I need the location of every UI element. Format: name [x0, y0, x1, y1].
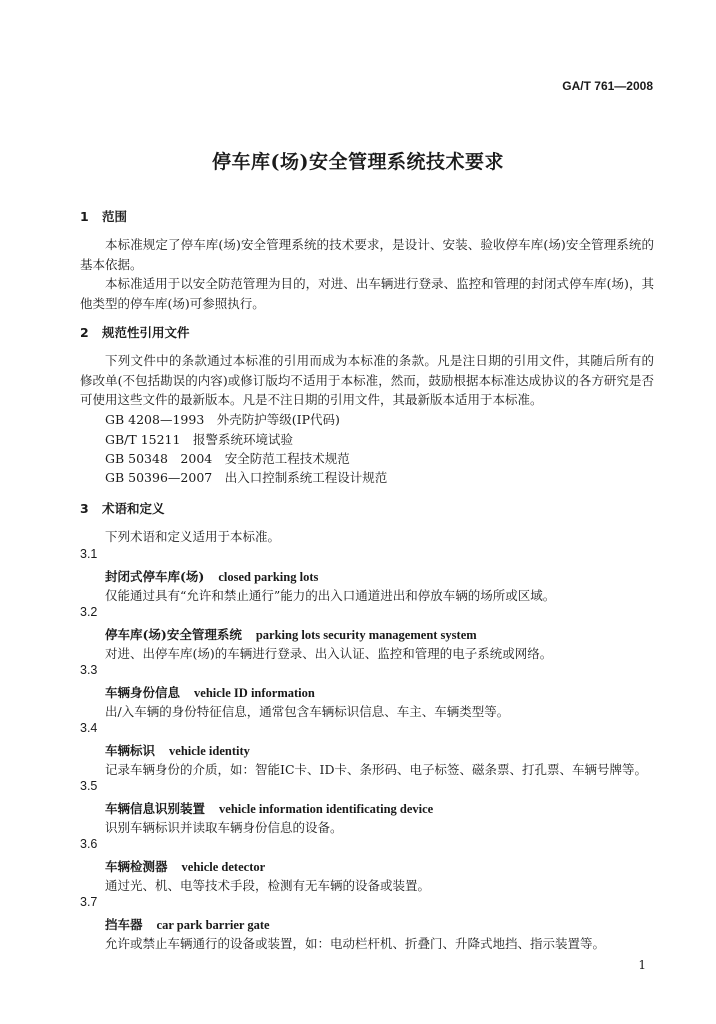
- standard-code: GA/T 761—2008: [562, 79, 653, 93]
- references-paragraph: 下列文件中的条款通过本标准的引用而成为本标准的条款。凡是注日期的引用文件，其随后所有的修改单(不包括勘误的内容)或修订版均不适用于本标准，然而，鼓励根据本标准达成协议的各方研究是否可使用这些文件的最新版本。凡是不注日期的引用文件，其最新版本适用于本标准。: [80, 353, 654, 407]
- term-definition: 记录车辆身份的介质，如：智能IC卡、ID卡、条形码、电子标签、磁条票、打孔票、车辆号牌等。: [105, 762, 647, 777]
- term-heading: [105, 567, 318, 585]
- term-definition: 识别车辆标识并读取车辆身份信息的设备。: [105, 820, 343, 835]
- term-en: vehicle identity: [169, 744, 250, 758]
- term-definition: 仅能通过具有“允许和禁止通行”能力的出入口通道进出和停放车辆的场所或区域。: [105, 588, 556, 603]
- term-zh: 车辆信息识别装置: [105, 801, 206, 816]
- term-heading: [105, 915, 270, 933]
- term-heading: [105, 857, 265, 875]
- term-zh: 车辆检测器: [105, 859, 168, 874]
- term-en: vehicle ID information: [194, 686, 315, 700]
- term-number: 3.4: [80, 721, 98, 735]
- term-number: 3.6: [80, 837, 98, 851]
- section-title: 术语和定义: [102, 501, 165, 516]
- term-definition: 对进、出停车库(场)的车辆进行登录、出入认证、监控和管理的电子系统或网络。: [105, 646, 553, 661]
- term-number: 3.3: [80, 663, 98, 677]
- term-definition: 通过光、机、电等技术手段，检测有无车辆的设备或装置。: [105, 878, 431, 893]
- section-title: 范围: [102, 209, 128, 224]
- section-number: 2: [80, 325, 89, 340]
- term-zh: 挡车器: [105, 917, 143, 932]
- section-number: 3: [80, 501, 89, 516]
- page-number: 1: [638, 958, 646, 972]
- term-en: car park barrier gate: [156, 918, 270, 932]
- term-definition: 出/入车辆的身份特征信息，通常包含车辆标识信息、车主、车辆类型等。: [105, 704, 510, 719]
- document-title: 停车库(场)安全管理系统技术要求: [212, 151, 504, 173]
- term-definition: 允许或禁止车辆通行的设备或装置，如：电动栏杆机、折叠门、升降式地挡、指示装置等。: [105, 936, 606, 951]
- scope-paragraph-2: 本标准适用于以安全防范管理为目的，对进、出车辆进行登录、监控和管理的封闭式停车库(场)，其他类型的停车库(场)可参照执行。: [80, 276, 654, 311]
- term-heading: [105, 741, 250, 759]
- reference-item: GB 4208—1993 外壳防护等级(IP代码): [105, 412, 340, 427]
- term-heading: [105, 799, 433, 817]
- term-en: vehicle information identificating device: [219, 802, 434, 816]
- term-number: 3.5: [80, 779, 98, 793]
- term-zh: 车辆身份信息: [105, 685, 181, 700]
- section-heading-terms: [80, 499, 165, 517]
- term-en: vehicle detector: [181, 860, 266, 874]
- term-number: 3.1: [80, 547, 98, 561]
- reference-item: GB 50348 2004 安全防范工程技术规范: [105, 451, 350, 466]
- section-heading-scope: [80, 207, 127, 225]
- term-number: 3.2: [80, 605, 98, 619]
- term-heading: [105, 625, 477, 643]
- term-heading: [105, 683, 315, 701]
- section-heading-normative-references: [80, 323, 190, 341]
- term-number: 3.7: [80, 895, 98, 909]
- reference-item: GB/T 15211 报警系统环境试验: [105, 432, 293, 447]
- term-zh: 封闭式停车库(场): [105, 569, 205, 584]
- scope-paragraph-1: 本标准规定了停车库(场)安全管理系统的技术要求，是设计、安装、验收停车库(场)安全管理系统的基本依据。: [80, 237, 654, 272]
- section-title: 规范性引用文件: [102, 325, 190, 340]
- section-number: 1: [80, 209, 89, 224]
- term-en: parking lots security management system: [255, 628, 477, 642]
- reference-item: GB 50396—2007 出入口控制系统工程设计规范: [105, 470, 388, 485]
- term-en: closed parking lots: [218, 570, 319, 584]
- terms-intro: 下列术语和定义适用于本标准。: [105, 529, 281, 544]
- term-zh: 停车库(场)安全管理系统: [105, 627, 242, 642]
- term-zh: 车辆标识: [105, 743, 156, 758]
